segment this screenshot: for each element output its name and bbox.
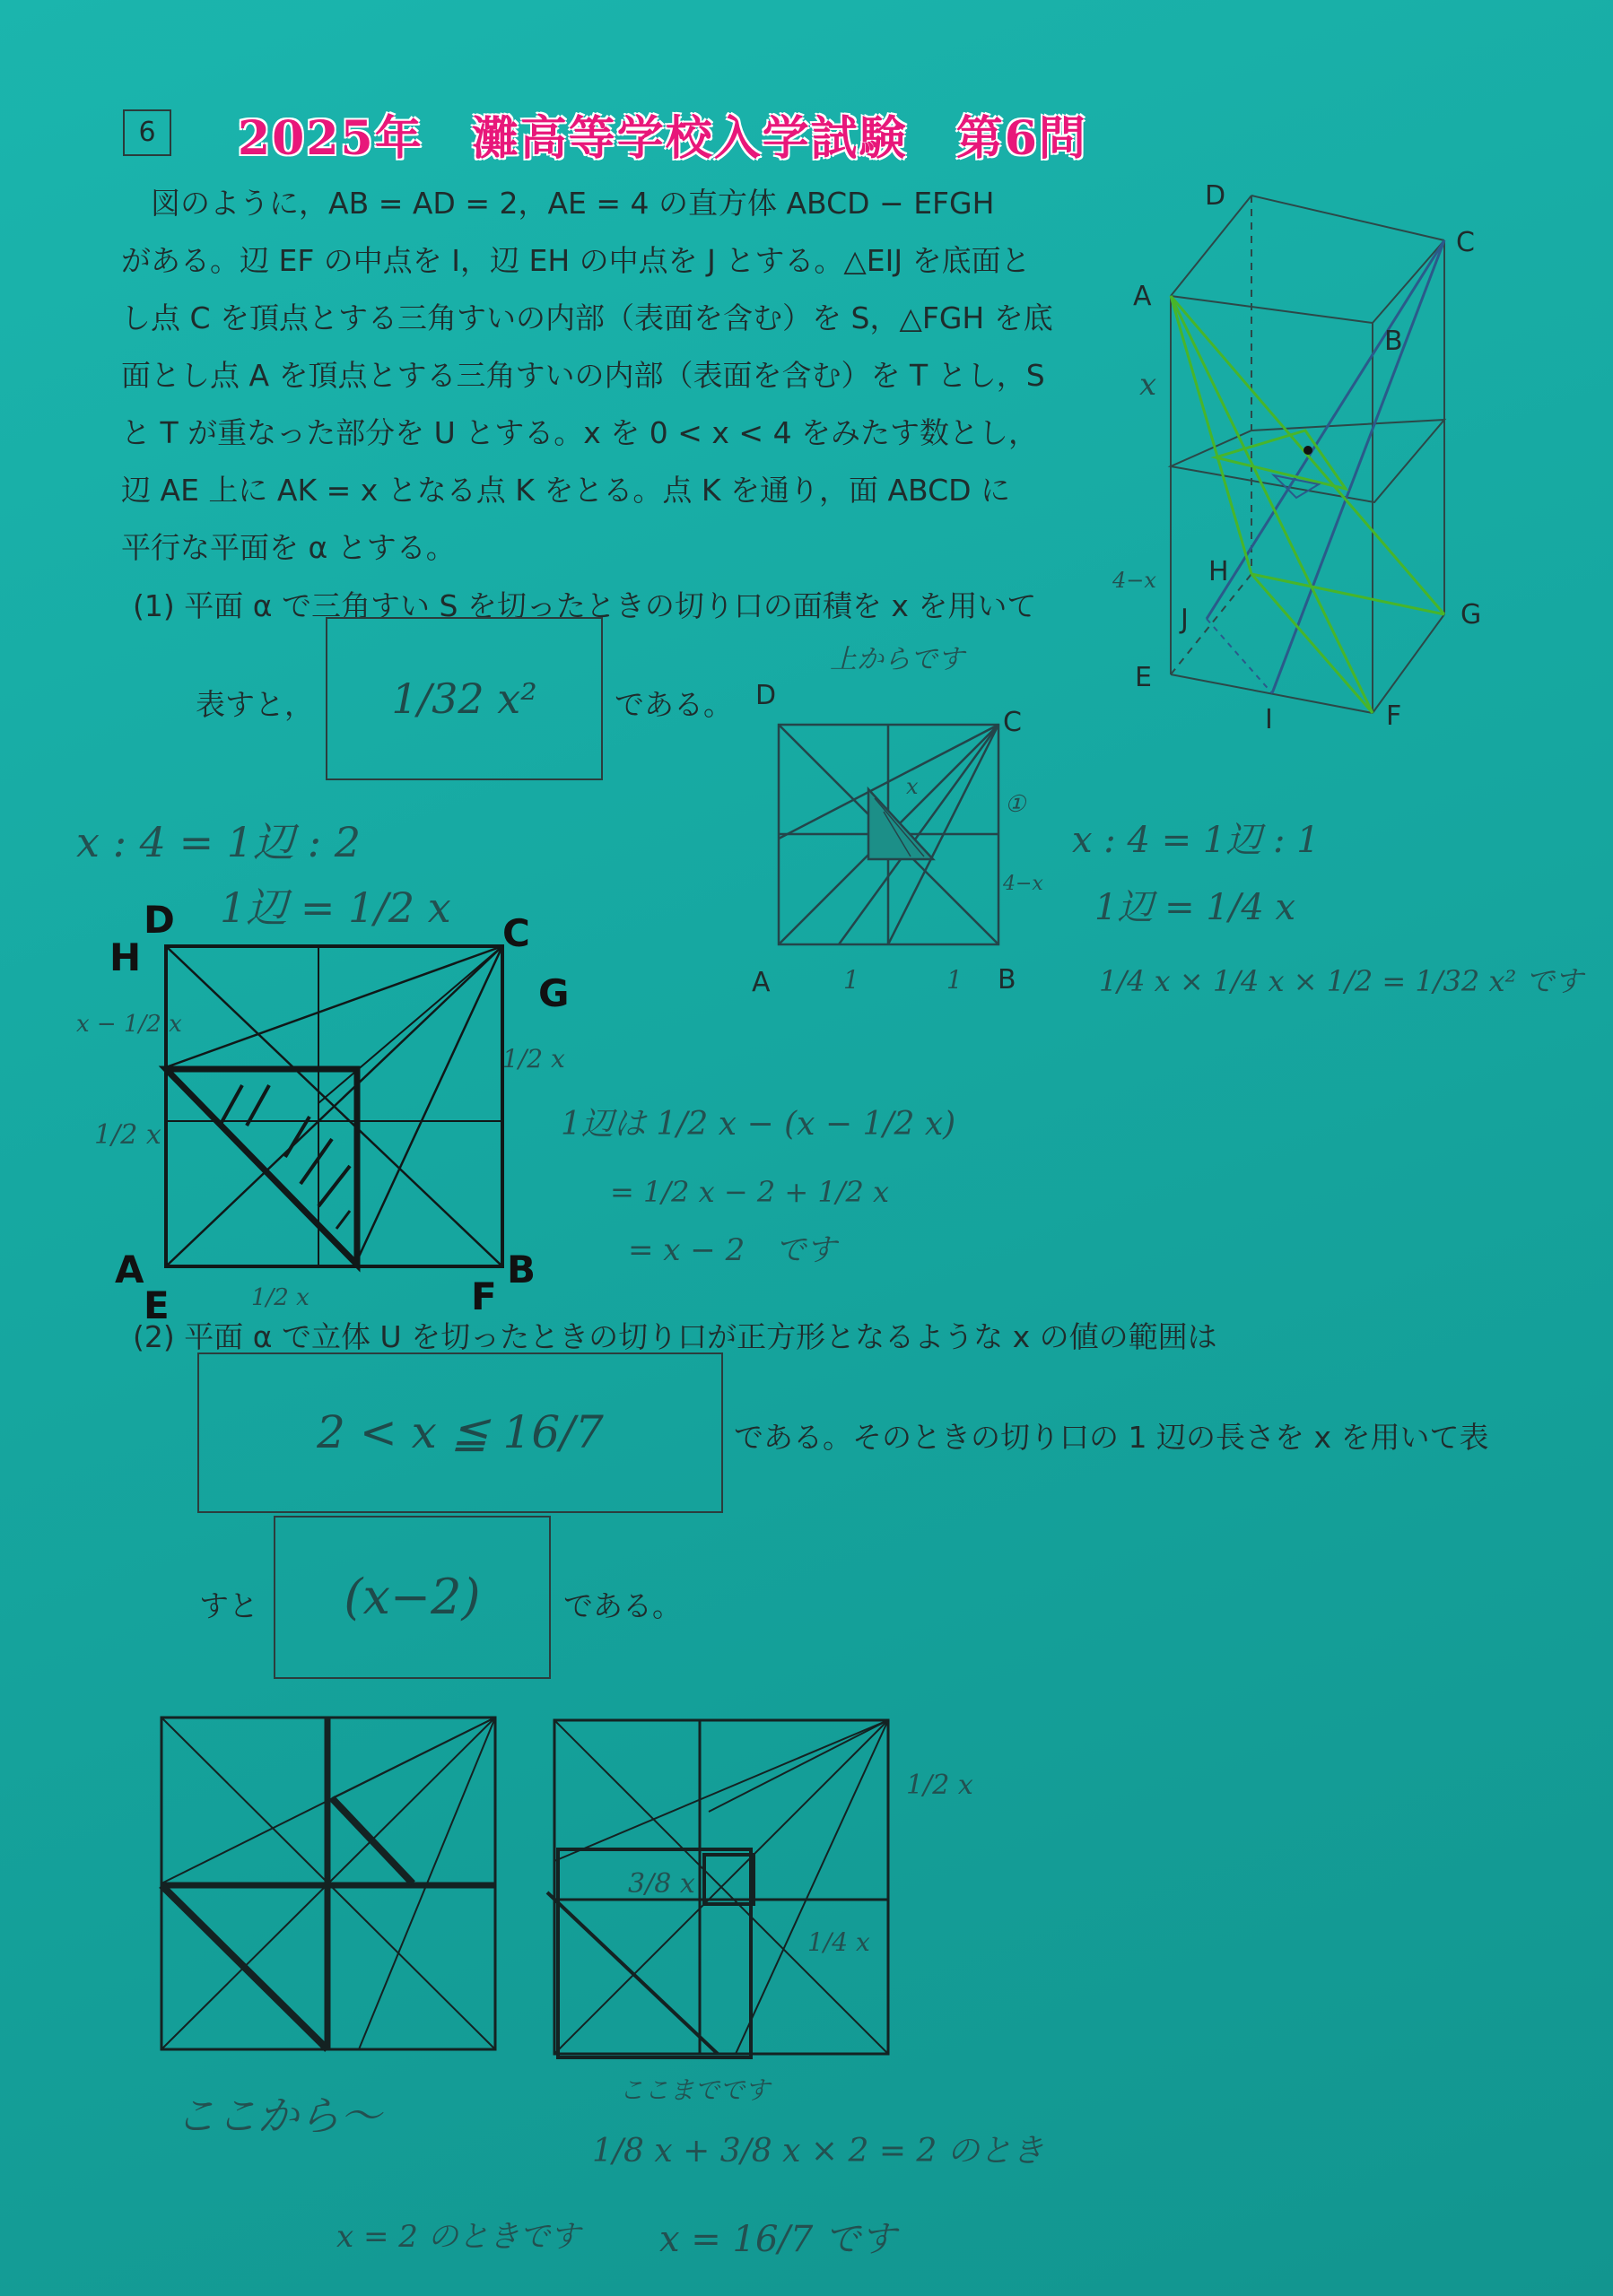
left-label-l1: x − 1/2 x (76, 1011, 182, 1038)
cuboid-label-E: E (1135, 662, 1152, 693)
left-label-l4: 1/2 x (251, 1284, 310, 1311)
cuboid-label-B: B (1384, 326, 1403, 357)
left-label-C: C (502, 911, 530, 955)
problem-line: 図のように，AB = AD = 2，AE = 4 の直方体 ABCD − EFGH (121, 186, 995, 221)
question-2: (2) 平面 α で立体 U を切ったときの切り口が正方形となるような x の値の範囲は (133, 1319, 1217, 1354)
cuboid-label-F: F (1386, 700, 1402, 732)
mid-label-one-2: 1 (946, 965, 963, 995)
mid-label-A: A (752, 967, 771, 998)
note-ratio-1: x : 4 = 1辺 : 1 (1072, 820, 1320, 861)
note-equation: 1/8 x + 3/8 x × 2 = 2 のとき (592, 2133, 1044, 2170)
left-label-l3: 1/2 x (94, 1119, 161, 1151)
problem-line: と T が重なった部分を U とする。x を 0 < x < 4 をみたす数とし， (121, 415, 1039, 450)
note-until-here: ここまでです (619, 2075, 771, 2105)
question-2-mid: である。そのときの切り口の 1 辺の長さを x を用いて表 (734, 1420, 1489, 1455)
cuboid-label-rest: 4−x (1112, 568, 1156, 593)
answer-1: 1/32 x² (391, 674, 537, 723)
top-view-sketch (779, 725, 998, 944)
top-view-note: 上からです (830, 644, 964, 675)
note-from-here: ここから〜 (175, 2092, 381, 2140)
note-ratio-2: x : 4 = 1辺 : 2 (76, 818, 362, 866)
cuboid-diagram (1171, 196, 1444, 713)
answer-3: (x−2) (344, 1569, 481, 1625)
section-diagram-left (166, 946, 502, 1266)
bottom-label-r3: 1/4 x (807, 1927, 870, 1957)
note-side: 1辺 = 1/4 x (1094, 887, 1296, 928)
problem-line: 面とし点 A を頂点とする三角すいの内部（表面を含む）を T とし，S (121, 358, 1045, 393)
question-1-prefix: 表すと， (196, 687, 314, 722)
left-label-l2: 1/2 x (502, 1044, 565, 1074)
problem-line: がある。辺 EF の中点を I，辺 EH の中点を J とする。△EIJ を底面と (121, 243, 1031, 278)
problem-line: 辺 AE 上に AK = x となる点 K をとる。点 K を通り，面 ABCD に (121, 473, 1011, 508)
left-label-H: H (109, 935, 142, 979)
question-1: (1) 平面 α で三角すい S を切ったときの切り口の面積を x を用いて (133, 588, 1037, 623)
left-label-B: B (507, 1248, 536, 1292)
mid-label-C: C (1003, 707, 1022, 738)
left-label-A: A (115, 1248, 144, 1292)
cuboid-label-J: J (1181, 604, 1189, 635)
mid-label-D: D (755, 680, 777, 711)
problem-line: し点 C を頂点とする三角すいの内部（表面を含む）を S，△FGH を底 (121, 300, 1053, 335)
cuboid-label-D: D (1205, 180, 1226, 212)
left-label-E: E (144, 1283, 170, 1327)
bottom-label-r2: 3/8 x (628, 1868, 695, 1900)
answer-2: 2 < x ≦ 16/7 (317, 1406, 604, 1458)
question-2-suffix: である。 (563, 1588, 682, 1623)
left-label-F: F (471, 1274, 497, 1318)
note-calc-1: 1辺は 1/2 x − (x − 1/2 x) (561, 1106, 956, 1143)
page-title: 2025年 灘高等学校入学試験 第6問 (238, 111, 1087, 166)
mid-label-B: B (998, 964, 1016, 996)
note-x-eq-2: x = 2 のときです (336, 2219, 580, 2255)
mid-label-circled: ① (1005, 791, 1026, 818)
problem-line: 平行な平面を α とする。 (121, 530, 456, 565)
note-x-eq: x = 16/7 です (659, 2219, 897, 2260)
left-label-G: G (538, 971, 570, 1015)
question-1-suffix: である。 (615, 687, 733, 722)
note-side-2: 1辺 = 1/2 x (220, 883, 451, 932)
cuboid-label-I: I (1265, 704, 1273, 735)
cuboid-label-A: A (1133, 281, 1152, 312)
section-diagram-bottom-right (547, 1720, 888, 2057)
mid-label-x: x (906, 774, 919, 799)
cuboid-label-C: C (1456, 227, 1475, 258)
note-calc-2: = 1/2 x − 2 + 1/2 x (610, 1175, 890, 1209)
cuboid-label-G: G (1460, 599, 1482, 631)
cuboid-label-H: H (1208, 556, 1229, 587)
bottom-label-r1: 1/2 x (906, 1770, 973, 1801)
mid-label-one: 1 (843, 965, 859, 995)
note-calc-3: = x − 2 です (628, 1232, 837, 1268)
section-diagram-bottom-left (161, 1718, 495, 2049)
question-2-prefix: すと (199, 1588, 258, 1623)
note-area: 1/4 x × 1/4 x × 1/2 = 1/32 x² です (1099, 964, 1583, 998)
mid-label-4x: 4−x (1003, 873, 1043, 895)
cuboid-label-x: x (1139, 367, 1157, 403)
problem-number: 6 (123, 109, 171, 156)
left-label-D: D (144, 898, 175, 942)
